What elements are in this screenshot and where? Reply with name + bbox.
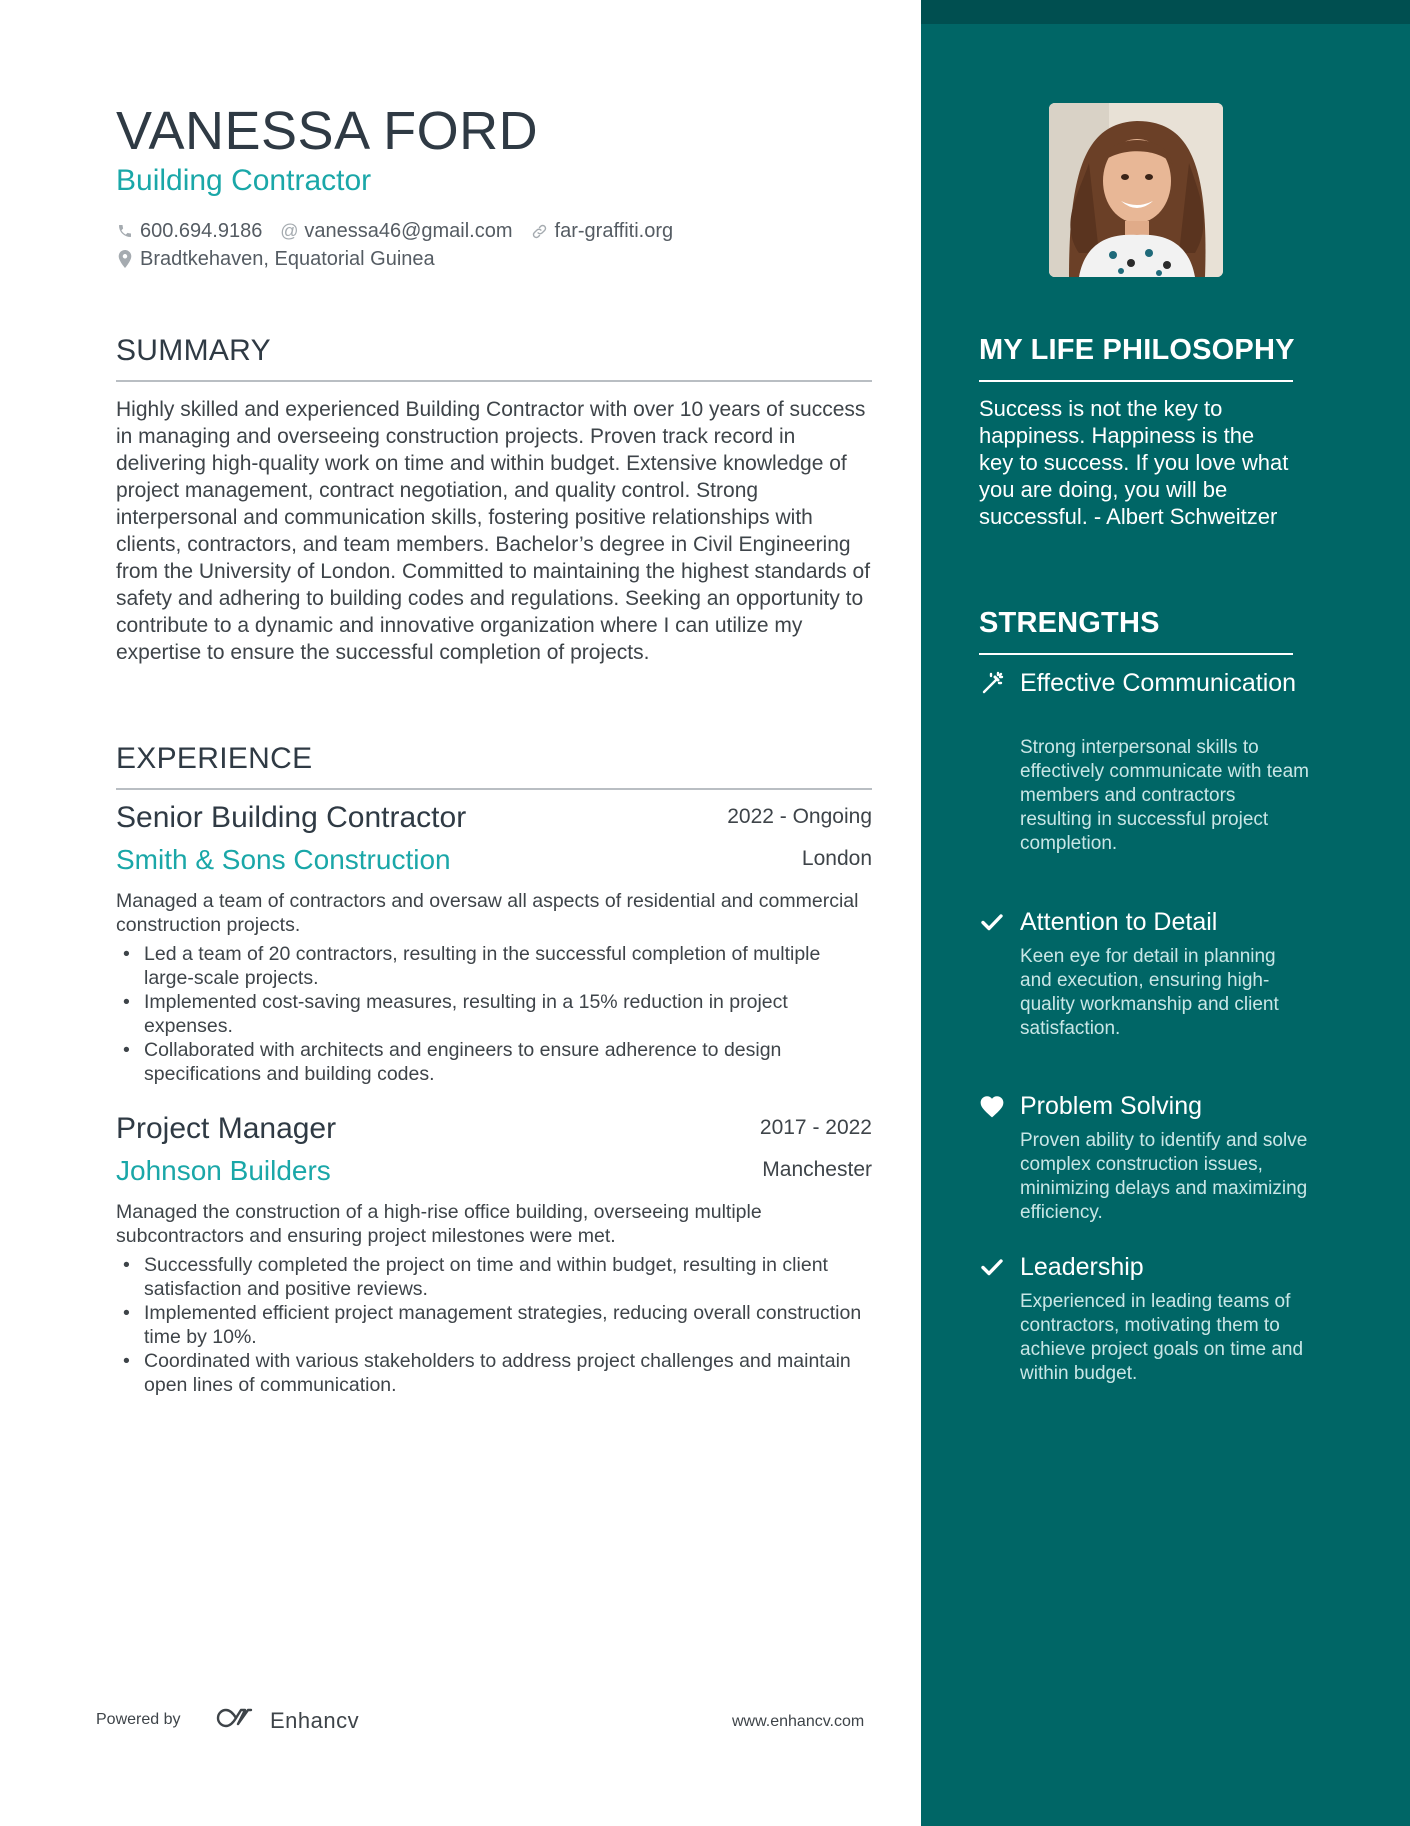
- checkmark-icon: [979, 1254, 1005, 1280]
- job-description: Managed the construction of a high-rise office building, overseeing multiple subcontractors and ensuring project milestones were met.: [116, 1201, 762, 1247]
- phone-item[interactable]: [116, 220, 262, 243]
- job-achievements: [116, 1253, 872, 1397]
- bullet-icon: •: [123, 1039, 130, 1061]
- experience-divider: [116, 788, 872, 790]
- achievement-text: Successfully completed the project on time and within budget, resulting in client satisfaction and positive reviews.: [144, 1254, 828, 1300]
- checkmark-icon: [979, 909, 1005, 935]
- footer-url[interactable]: www.enhancv.com: [732, 1713, 865, 1730]
- job-title: Building Contractor: [116, 164, 372, 197]
- contact-info: [116, 217, 691, 273]
- website-text: far-graffiti.org: [554, 219, 674, 242]
- location-text: Bradtkehaven, Equatorial Guinea: [140, 247, 435, 270]
- job-company[interactable]: Smith & Sons Construction: [116, 844, 451, 875]
- strength-description: Keen eye for detail in planning and execution, ensuring high-quality workmanship and client satisfaction.: [1020, 946, 1279, 1039]
- strengths-heading: STRENGTHS: [979, 607, 1160, 639]
- sidebar-top-bar: [921, 0, 1410, 24]
- strengths-divider: [979, 653, 1293, 655]
- achievement-text: Collaborated with architects and engineers to ensure adherence to design specifications and building codes.: [144, 1039, 782, 1085]
- strength-title: Problem Solving: [1020, 1092, 1203, 1120]
- sidebar: [921, 0, 1410, 1826]
- email-item[interactable]: [280, 220, 512, 243]
- job-location: London: [801, 847, 872, 870]
- phone-text: 600.694.9186: [140, 219, 263, 242]
- achievement-text: Implemented efficient project management strategies, reducing overall construction time by 10%.: [144, 1302, 862, 1348]
- philosophy-text: Success is not the key to happiness. Happiness is the key to success. If you love what you are doing, you will be successful. - Albert Schweitzer: [979, 396, 1289, 529]
- powered-by-label: Powered by: [96, 1711, 181, 1728]
- at-icon: @: [280, 220, 299, 241]
- achievement-text: Implemented cost-saving measures, resulting in a 15% reduction in project expenses.: [144, 991, 788, 1037]
- strength-title: Leadership: [1020, 1253, 1144, 1281]
- summary-text: Highly skilled and experienced Building Contractor with over 10 years of success in managing and overseeing construction projects. Proven track record in delivering high-quality work on time and within budget. Extensive knowledge of project management, contract negotiation, and quality control. Strong interpersonal and communication skills, fostering positive relationships with clients, contractors, and team members. Bachelor’s degree in Civil Engineering from the University of London. Committed to maintaining the highest standards of safety and adhering to building codes and regulations. Seeking an opportunity to contribute to a dynamic and innovative organization where I can utilize my expertise to ensure the successful completion of projects.: [116, 398, 871, 664]
- job-role: Project Manager: [116, 1112, 337, 1145]
- strength-title: Effective Communication: [1020, 669, 1297, 697]
- summary-divider: [116, 380, 872, 382]
- heart-icon: [979, 1093, 1005, 1119]
- enhancv-brand-text: Enhancv: [270, 1707, 360, 1733]
- achievement-item: [116, 942, 872, 990]
- achievement-item: [116, 1349, 872, 1397]
- achievement-item: [116, 1301, 872, 1349]
- enhancv-infinity-icon: [214, 1705, 260, 1736]
- strength-description: Experienced in leading teams of contractors, motivating them to achieve project goals on time and within budget.: [1020, 1291, 1304, 1384]
- job-description: Managed a team of contractors and oversaw all aspects of residential and commercial construction projects.: [116, 890, 859, 936]
- achievement-item: [116, 1038, 872, 1086]
- bullet-icon: •: [123, 991, 130, 1013]
- location-pin-icon: [116, 250, 134, 268]
- job-dates: 2017 - 2022: [759, 1116, 872, 1139]
- bullet-icon: •: [123, 1254, 130, 1276]
- philosophy-divider: [979, 380, 1293, 382]
- bullet-icon: •: [123, 1350, 130, 1372]
- email-text: vanessa46@gmail.com: [304, 219, 513, 242]
- summary-heading: SUMMARY: [116, 334, 271, 367]
- website-item[interactable]: [531, 220, 674, 243]
- bullet-icon: •: [123, 943, 130, 965]
- strength-description: Strong interpersonal skills to effectively communicate with team members and contractors resulting in successful project completion.: [1020, 737, 1309, 854]
- strength-title: Attention to Detail: [1020, 908, 1218, 936]
- link-icon: [531, 223, 549, 240]
- location-item: [116, 248, 435, 271]
- candidate-name: VANESSA FORD: [116, 101, 539, 161]
- job-dates: 2022 - Ongoing: [727, 805, 872, 828]
- job-achievements: [116, 942, 872, 1086]
- magic-wand-icon: [979, 670, 1005, 696]
- achievement-text: Coordinated with various stakeholders to address project challenges and maintain open lines of communication.: [144, 1350, 851, 1396]
- enhancv-logo[interactable]: [214, 1705, 359, 1736]
- job-role: Senior Building Contractor: [116, 801, 467, 834]
- achievement-item: [116, 1253, 872, 1301]
- job-location: Manchester: [762, 1158, 872, 1181]
- achievement-item: [116, 990, 872, 1038]
- strength-description: Proven ability to identify and solve complex construction issues, minimizing delays and maximizing efficiency.: [1020, 1130, 1308, 1223]
- bullet-icon: •: [123, 1302, 130, 1324]
- philosophy-heading: MY LIFE PHILOSOPHY: [979, 334, 1295, 366]
- profile-photo: [1049, 103, 1223, 277]
- achievement-text: Led a team of 20 contractors, resulting in the successful completion of multiple large-scale projects.: [144, 943, 821, 989]
- experience-heading: EXPERIENCE: [116, 742, 313, 775]
- phone-icon: [116, 223, 134, 239]
- job-company[interactable]: Johnson Builders: [116, 1155, 331, 1186]
